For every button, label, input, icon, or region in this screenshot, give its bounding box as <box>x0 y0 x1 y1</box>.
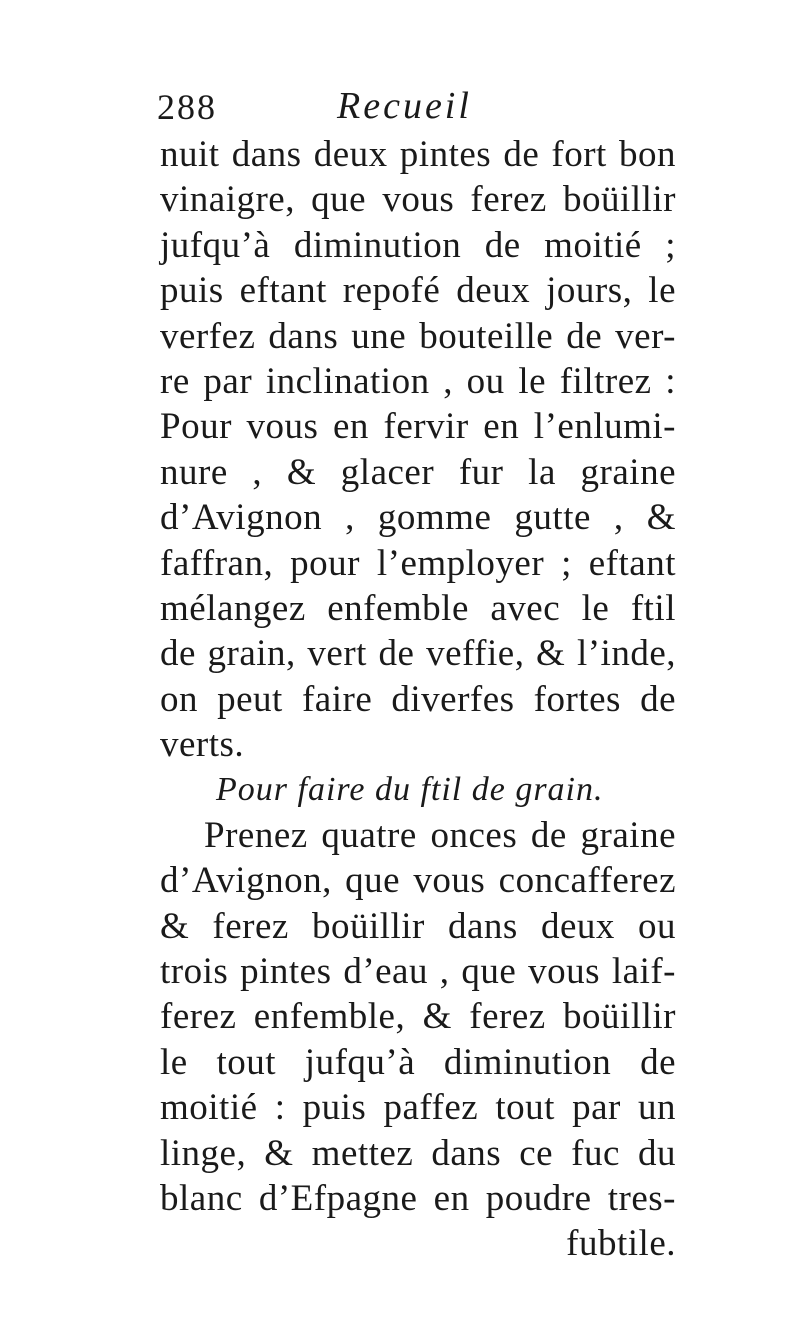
text-line: Prenez quatre onces de graine <box>204 814 676 856</box>
text-line: ferez enfemble, & ferez boüillir <box>160 996 676 1038</box>
text-line: faffran, pour l’employer ; eftant <box>160 542 676 584</box>
text-line: verfez dans une bouteille de ver- <box>160 315 676 357</box>
page-number: 288 <box>157 87 217 127</box>
text-line: d’Avignon , gomme gutte , & <box>160 497 676 539</box>
text-line: blanc d’Efpagne en poudre tres- <box>160 1177 676 1219</box>
text-line: linge, & mettez dans ce fuc du <box>160 1132 676 1174</box>
text-line: vinaigre, que vous ferez boüillir <box>160 179 676 221</box>
text-line: trois pintes d’eau , que vous laif- <box>160 951 676 993</box>
text-line: Pour vous en fervir en l’enlumi- <box>160 406 676 448</box>
text-line: re par inclination , ou le filtrez : <box>160 360 676 402</box>
section-heading: Pour faire du ftil de grain. <box>216 771 604 809</box>
text-line: nure , & glacer fur la graine <box>160 451 676 493</box>
text-line: fubtile. <box>566 1223 676 1265</box>
page-header <box>157 86 677 134</box>
text-line: de grain, vert de veffie, & l’inde, <box>160 633 676 675</box>
text-line: nuit dans deux pintes de fort bon <box>160 134 676 175</box>
text-line: puis eftant repofé deux jours, le <box>160 270 676 312</box>
text-line: le tout jufqu’à diminution de <box>160 1041 676 1083</box>
text-line: verts. <box>160 724 245 766</box>
text-line: & ferez boüillir dans deux ou <box>160 905 676 947</box>
text-line: on peut faire diverfes fortes de <box>160 678 676 720</box>
body-text <box>160 132 676 1267</box>
running-title: Recueil <box>337 85 472 127</box>
text-line: d’Avignon, que vous concafferez <box>160 860 676 902</box>
text-line: moitié : puis paffez tout par un <box>160 1087 676 1129</box>
text-line: mélangez enfemble avec le ftil <box>160 587 676 629</box>
text-line: jufqu’à diminution de moitié ; <box>160 224 676 266</box>
